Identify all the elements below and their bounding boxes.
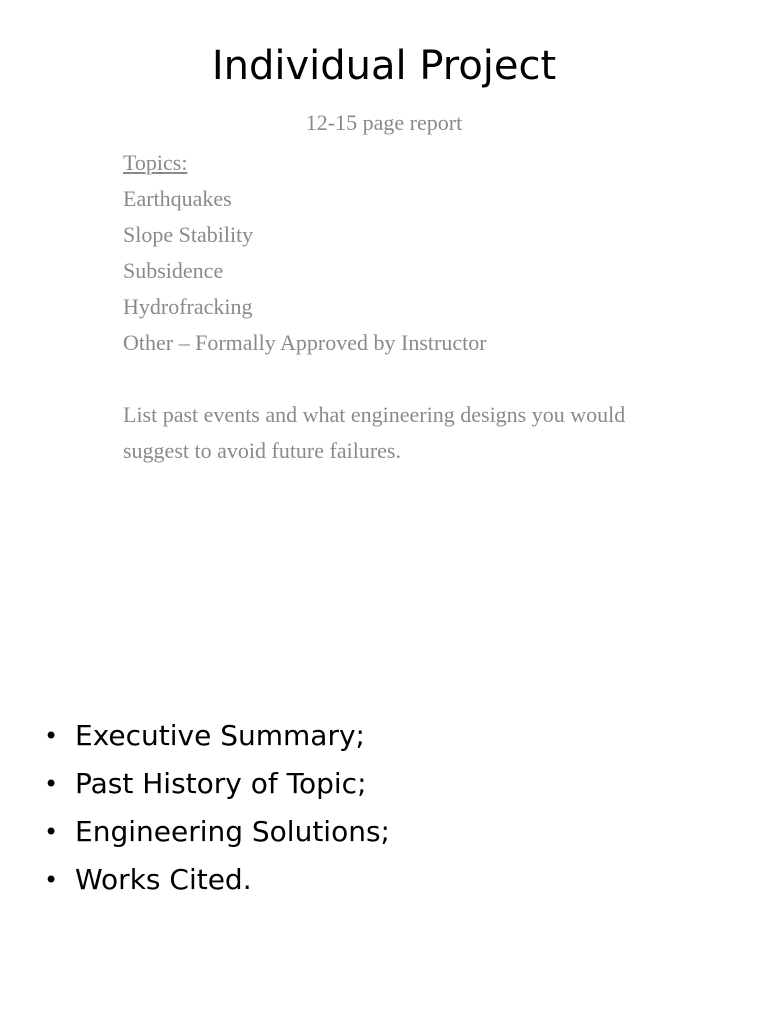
list-item (44, 712, 390, 760)
slide-title: Individual Project (211, 43, 557, 89)
list-item (44, 856, 390, 904)
topics-heading: Topics: (123, 150, 188, 175)
bullet-icon: • (44, 770, 59, 798)
topics-block (123, 145, 683, 469)
list-item-label: Executive Summary; (75, 719, 365, 752)
slide-subtitle: 12-15 page report (305, 110, 463, 135)
list-item (44, 808, 390, 856)
list-item-label: Engineering Solutions; (75, 815, 390, 848)
topic-item: Subsidence (123, 258, 224, 283)
topic-item: Earthquakes (123, 186, 232, 211)
bullet-icon: • (44, 722, 59, 750)
list-item-label: Past History of Topic; (75, 767, 367, 800)
deliverables-list (44, 712, 390, 904)
bullet-icon: • (44, 866, 59, 894)
spacer (123, 361, 683, 397)
list-item (44, 760, 390, 808)
bullet-icon: • (44, 818, 59, 846)
topic-item: Slope Stability (123, 222, 254, 247)
list-item-label: Works Cited. (75, 863, 252, 896)
topic-item: Hydrofracking (123, 294, 253, 319)
instruction-text: List past events and what engineering designs you would suggest to avoid future failures. (123, 402, 626, 463)
topic-item: Other – Formally Approved by Instructor (123, 330, 487, 355)
